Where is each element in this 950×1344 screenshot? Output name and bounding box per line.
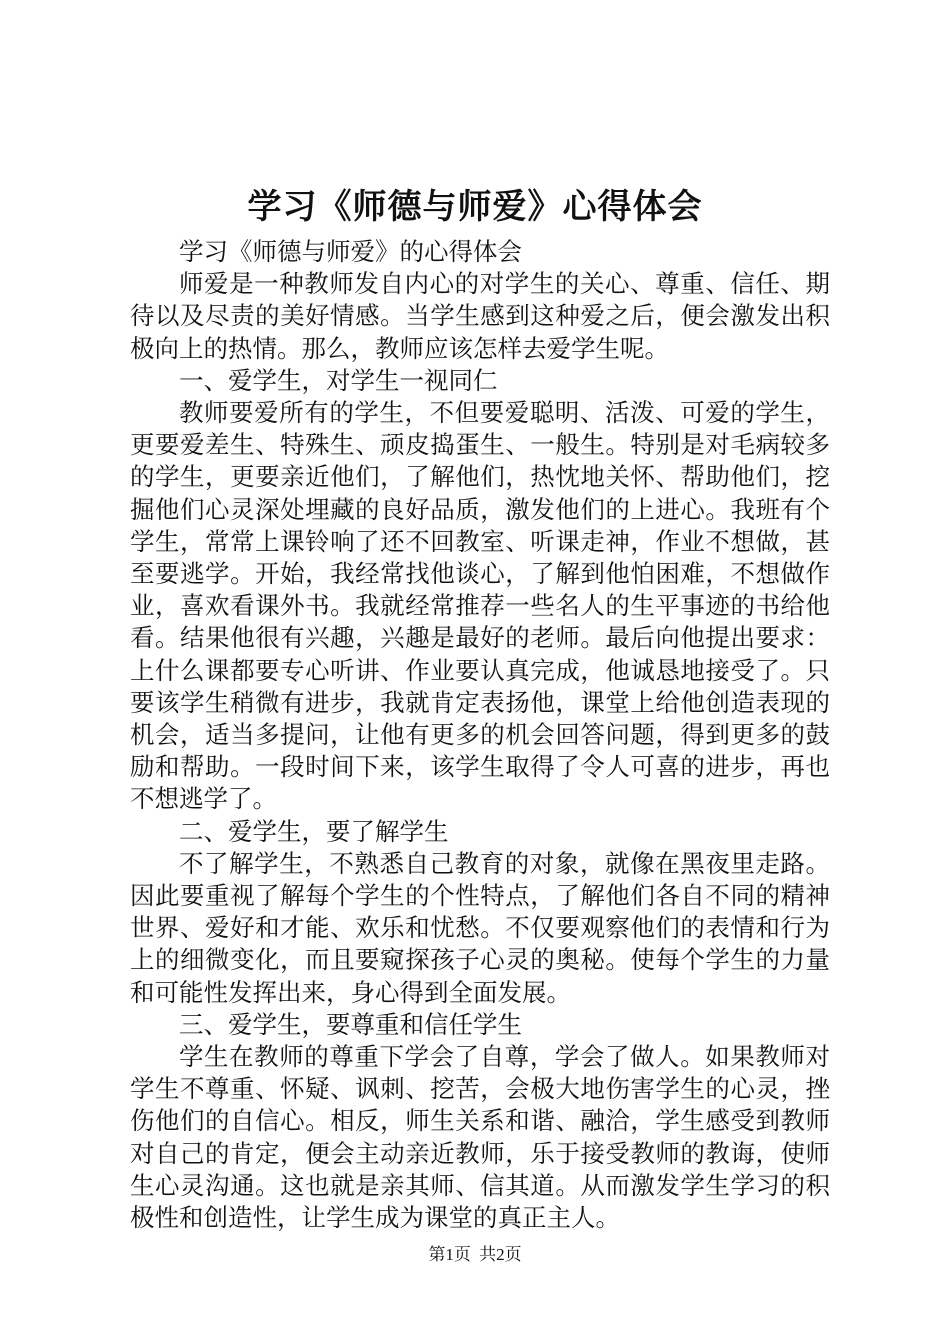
document-title: 学习《师德与师爱》心得体会 xyxy=(247,187,703,227)
document-body xyxy=(130,236,830,1234)
section-heading-2: 二、爱学生，要了解学生 xyxy=(179,816,449,846)
section-paragraph-2: 不了解学生，不熟悉自己教育的对象，就像在黑夜里走路。因此要重视了解每个学生的个性特点，了解他们各自不同的精神世界、爱好和才能、欢乐和忧愁。不仅要观察他们的表情和行为上的细微变化，而且要窥探孩子心灵的奥秘。使每个学生的力量和可能性发挥出来，身心得到全面发展。 xyxy=(130,848,830,1007)
intro-paragraph: 师爱是一种教师发自内心的对学生的关心、尊重、信任、期待以及尽责的美好情感。当学生感到这种爱之后，便会激发出积极向上的热情。那么，教师应该怎样去爱学生呢。 xyxy=(130,269,830,363)
page-footer: 第1页 共2页 xyxy=(428,1245,522,1264)
section-heading-1: 一、爱学生，对学生一视同仁 xyxy=(179,365,498,395)
section-paragraph-1: 教师要爱所有的学生，不但要爱聪明、活泼、可爱的学生，更要爱差生、特殊生、顽皮捣蛋生、一般生。特别是对毛病较多的学生，更要亲近他们，了解他们，热忱地关怀、帮助他们，挖掘他们心灵深处埋藏的良好品质，激发他们的上进心。我班有个学生，常常上课铃响了还不回教室、听课走神，作业不想做，甚至要逃学。开始，我经常找他谈心，了解到他怕困难，不想做作业，喜欢看课外书。我就经常推荐一些名人的生平事迹的书给他看。结果他很有兴趣，兴趣是最好的老师。最后向他提出要求：上什么课都要专心听讲、作业要认真完成，他诚恳地接受了。只要该学生稍微有进步，我就肯定表扬他，课堂上给他创造表现的机会，适当多提问，让他有更多的机会回答问题，得到更多的鼓励和帮助。一段时间下来，该学生取得了令人可喜的进步，再也不想逃学了。 xyxy=(130,398,830,814)
subtitle-paragraph: 学习《师德与师爱》的心得体会 xyxy=(179,237,522,266)
section-heading-3: 三、爱学生，要尊重和信任学生 xyxy=(179,1009,522,1039)
section-paragraph-3: 学生在教师的尊重下学会了自尊，学会了做人。如果教师对学生不尊重、怀疑、讽刺、挖苦，会极大地伤害学生的心灵，挫伤他们的自信心。相反，师生关系和谐、融洽，学生感受到教师对自己的肯定，便会主动亲近教师，乐于接受教师的教诲，使师生心灵沟通。这也就是亲其师、信其道。从而激发学生学习的积极性和创造性，让学生成为课堂的真正主人。 xyxy=(130,1042,830,1233)
